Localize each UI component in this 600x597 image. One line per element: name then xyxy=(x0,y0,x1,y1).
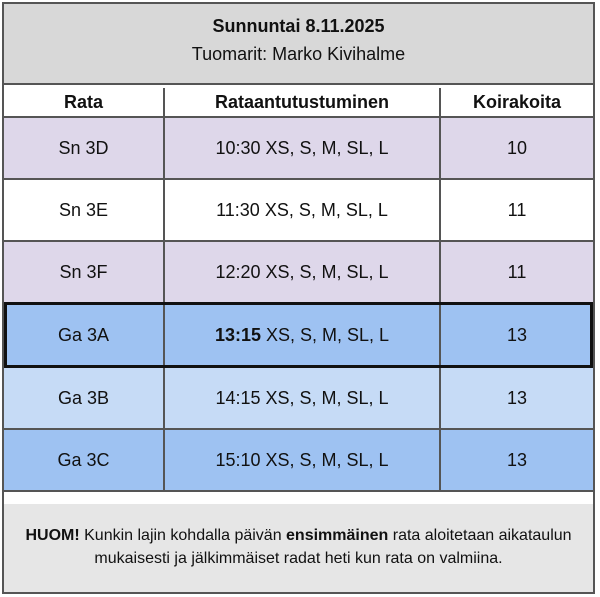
count-cell: 13 xyxy=(440,304,593,367)
sizes-value: XS, S, M, SL, L xyxy=(259,199,388,220)
column-header-koirakoita: Koirakoita xyxy=(440,88,593,117)
notice-emphasis: ensimmäinen xyxy=(286,527,389,544)
column-header-rata: Rata xyxy=(4,88,164,117)
column-header-rataantutustuminen: Rataantutustuminen xyxy=(164,88,440,117)
time-cell xyxy=(164,304,440,367)
sizes-value: XS, S, M, SL, L xyxy=(260,449,389,470)
rata-cell: Ga 3B xyxy=(4,367,164,430)
table-row xyxy=(4,429,593,491)
schedule-title: Sunnuntai 8.11.2025 xyxy=(212,16,385,36)
time-value-bold: 13:15 xyxy=(214,324,261,345)
notice-text-1: Kunkin lajin kohdalla päivän xyxy=(79,527,287,544)
schedule-header xyxy=(4,4,593,85)
table-header-row xyxy=(4,88,593,117)
time-value: 14:15 xyxy=(215,387,261,408)
count-cell: 11 xyxy=(440,241,593,304)
notice-box xyxy=(4,504,593,592)
sizes-value: XS, S, M, SL, L xyxy=(260,261,389,282)
time-cell xyxy=(164,117,440,179)
count-cell: 10 xyxy=(440,117,593,179)
count-cell: 13 xyxy=(440,429,593,491)
table-row xyxy=(4,241,593,304)
table-row-highlighted xyxy=(4,304,593,367)
table-row xyxy=(4,179,593,241)
count-cell: 11 xyxy=(440,179,593,241)
rata-cell: Sn 3F xyxy=(4,241,164,304)
notice-text-2: rata aloitetaan aikataulun mukaisesti ja jälkimmäiset radat heti kun rata on valmiina. xyxy=(94,527,572,567)
rata-cell: Ga 3C xyxy=(4,429,164,491)
count-cell: 13 xyxy=(440,367,593,430)
time-value: 11:30 xyxy=(216,199,260,220)
notice-prefix: HUOM! xyxy=(25,527,80,544)
rata-cell: Sn 3E xyxy=(4,179,164,241)
time-value: 12:20 xyxy=(215,261,261,282)
time-cell xyxy=(164,367,440,430)
schedule-table xyxy=(4,88,593,492)
time-cell xyxy=(164,429,440,491)
rata-cell: Sn 3D xyxy=(4,117,164,179)
judges-line: Tuomarit: Marko Kivihalme xyxy=(191,44,406,64)
table-row xyxy=(4,367,593,430)
time-value: 10:30 xyxy=(215,137,261,158)
table-row xyxy=(4,117,593,179)
time-cell xyxy=(164,241,440,304)
time-cell xyxy=(164,179,440,241)
time-value: 15:10 xyxy=(215,449,261,470)
sizes-value: XS, S, M, SL, L xyxy=(260,137,389,158)
rata-cell: Ga 3A xyxy=(4,304,164,367)
schedule-card xyxy=(2,2,595,594)
sizes-value: XS, S, M, SL, L xyxy=(260,324,390,345)
sizes-value: XS, S, M, SL, L xyxy=(260,387,389,408)
